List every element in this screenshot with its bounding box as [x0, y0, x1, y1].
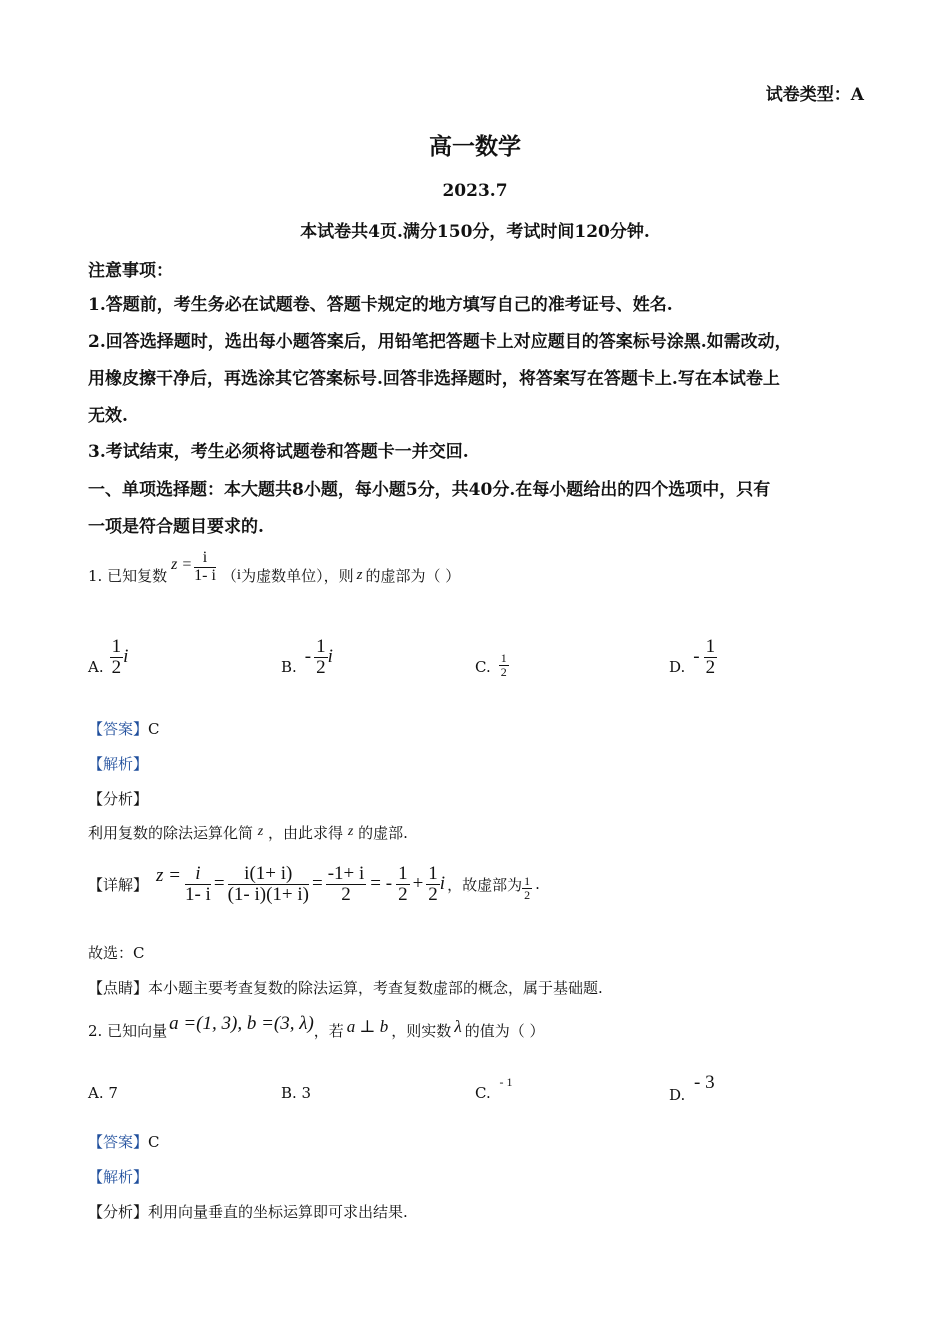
q1-fenxi-tag: 【分析】 [88, 790, 149, 808]
q1-detail-frac-5: $\frac{1}{2}$ [428, 862, 438, 905]
q1-stem-prefix: 1. 已知复数 [88, 566, 168, 585]
q1-stem-mid-1: （ [221, 566, 237, 585]
q2-perp-condition: a ⊥ b [346, 1017, 389, 1036]
q1-option-b[interactable]: B. - $\frac{1}{2}$ i [281, 635, 333, 678]
q1-stem-mid-2: 为虚数单位），则 [241, 566, 354, 585]
notes-heading: 注意事项： [88, 261, 173, 281]
q2-option-a[interactable]: A. 7 [88, 1084, 118, 1102]
q1-option-d-fraction: $\frac{1}{2}$ [705, 635, 716, 678]
q1-i-unit: i [236, 566, 242, 583]
notes-item-3: 3.考试结束，考生必须将试题卷和答题卡一并交回. [88, 442, 469, 462]
q1-detail-frac-4: $\frac{1}{2}$ [398, 862, 408, 905]
q2-analysis-tag: 【解析】 [88, 1168, 149, 1186]
exam-date: 2023.7 [442, 181, 508, 201]
q2-stem: 2. 已知向量 a =(1, 3), b =(3, λ) ，若 a ⊥ b ，则实数 λ 的值为（ ） [88, 1013, 545, 1040]
q1-comment: 【点睛】本小题主要考查复数的除法运算，考查复数虚部的概念，属于基础题. [88, 979, 603, 997]
exam-info: 本试卷共4页.满分150分，考试时间120分钟. [300, 222, 650, 242]
q2-option-d[interactable]: D. - 3 [669, 1072, 715, 1104]
q2-option-c[interactable]: C. $^{- 1}$ [475, 1075, 513, 1102]
q1-option-c[interactable]: C. $\frac{1}{2}$ [475, 650, 507, 679]
q1-detail-frac-1: $\frac{i}{1- i}$ [184, 862, 211, 905]
notes-item-1: 1.答题前，考生务必在试题卷、答题卡规定的地方填写自己的准考证号、姓名. [88, 295, 673, 315]
q1-detail-frac-3: $\frac{-1+ i}{2}$ [327, 862, 365, 905]
q1-z-eq: z = [171, 556, 193, 573]
q1-detail-frac-2: $\frac{i(1+ i)}{(1- i)(1+ i)}$ [227, 862, 309, 905]
q2-answer: 【答案】C [88, 1133, 160, 1151]
answer-tag: 【答案】 [88, 720, 149, 738]
q2-option-b[interactable]: B. 3 [281, 1084, 312, 1102]
q1-fraction-num: i [194, 550, 216, 568]
q1-fraction-den: 1- i [194, 566, 216, 584]
q1-detail: 【详解】 z = $\frac{i}{1- i}$ = $\frac{i(1+ i)}{(1- i)(1+ i)}$ = $\frac{-1+ i}{2}$ = - $\frac{1}{2}$ + $\frac{1}{2}$ i ，故虚部为 $\frac{1}{2}$ . [88, 862, 540, 905]
q1-option-b-fraction: $\frac{1}{2}$ [316, 635, 326, 678]
q1-answer: 【答案】C [88, 720, 160, 738]
q2-vector-expr: a =(1, 3), b =(3, λ) [169, 1013, 314, 1034]
section-1-heading-line-1: 一、单项选择题：本大题共8小题，每小题5分，共40分.在每小题给出的四个选项中，只有 [88, 480, 771, 500]
q1-option-c-fraction: $\frac{1}{2}$ [500, 650, 507, 679]
q1-analysis-tag: 【解析】 [88, 755, 149, 773]
q1-option-a-fraction: $\frac{1}{2}$ [111, 635, 122, 678]
q1-stem-suffix: 的虚部为（ ） [365, 566, 461, 585]
notes-item-2-line-1: 2.回答选择题时，选出每小题答案后，用铅笔把答题卡上对应题目的答案标号涂黑.如需改动， [88, 332, 792, 352]
q1-stem [88, 550, 460, 600]
comment-tag: 【点睛】 [88, 979, 149, 997]
q1-fenxi-text: 利用复数的除法运算化简 z ，由此求得 z 的虚部. [88, 824, 408, 842]
notes-item-2-line-2: 用橡皮擦干净后，再选涂其它答案标号.回答非选择题时，将答案写在答题卡上.写在本试卷上 [88, 369, 780, 389]
q1-detail-frac-6: $\frac{1}{2}$ [524, 873, 531, 902]
q2-fenxi: 【分析】利用向量垂直的坐标运算即可求出结果. [88, 1203, 408, 1221]
page-title: 高一数学 [429, 133, 521, 160]
q1-option-a[interactable]: A. $\frac{1}{2}$ i [88, 635, 129, 678]
paper-type: 试卷类型：A [765, 85, 864, 105]
q1-detail-tag: 【详解】 [88, 875, 149, 894]
q1-z: z [356, 566, 363, 583]
q1-option-d[interactable]: D. - $\frac{1}{2}$ [669, 635, 716, 678]
notes-item-2-line-3: 无效. [88, 406, 128, 426]
section-1-heading-line-2: 一项是符合题目要求的. [88, 517, 264, 537]
q1-fraction [194, 550, 216, 585]
q1-choose: 故选：C [88, 944, 145, 962]
